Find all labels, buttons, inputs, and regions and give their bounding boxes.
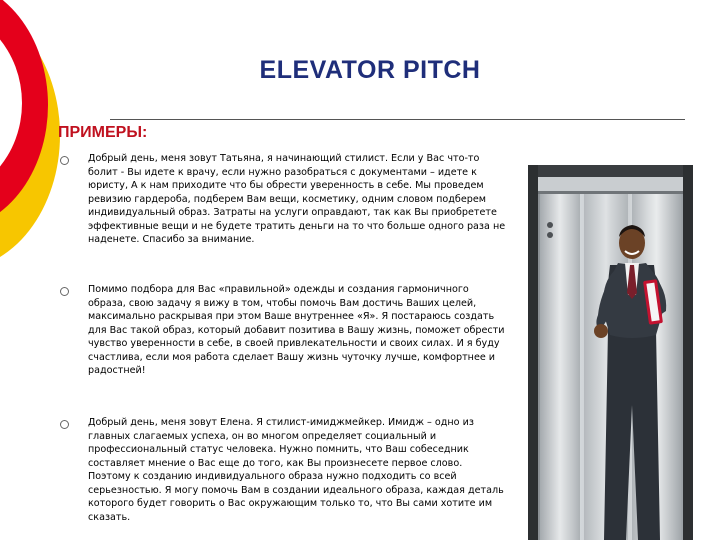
section-heading: ПРИМЕРЫ: bbox=[58, 124, 148, 141]
bullet-icon bbox=[60, 287, 69, 296]
example-text: Добрый день, меня зовут Елена. Я стилист-имиджмейкер. Имидж – одно из главных слагаемых успеха, он во многом определяет социальный и профессиональный статус человека. Нужно помнить, что Ваш собеседник составляет мнение о Вас еще до того, как Вы произнесете первое слово. Поэтому к созданию индивидуального образа нужно подходить со всей серьезностью. Я могу помочь Вам в создании идеального образа, каждая деталь которого будет говорить о Вас окружающим только то, что Вы сами хотите им сказать. bbox=[88, 417, 504, 523]
slide-title: ELEVATOR PITCH bbox=[259, 56, 481, 84]
example-text: Помимо подбора для Вас «правильной» одежды и создания гармоничного образа, свою задачу я вижу в том, чтобы помочь Вам достичь Ваших целей, максимально раскрывая при этом Ваше внутреннее «Я». Я постараюсь создать для Вас такой образ, который добавит позитива в Вашу жизнь, поможет обрести чувство уверенности в себе, в своей привлекательности и своих силах. И я буду счастлива, если моя работа сделает Вашу жизнь чуточку лучше, комфортнее и радостней! bbox=[88, 284, 505, 376]
example-text: Добрый день, меня зовут Татьяна, я начинающий стилист. Если у Вас что-то болит - Вы идете к врачу, если нужно разобраться с документами – идете к юристу, А к нам приходите что бы обрести уверенность в себе. Мы проведем ревизию гардероба, подберем Вам вещи, косметику, одним словом подберем индивидуальный образ. Затраты на услуги оправдают, так как Вы приобретете эффективные вещи и не будете тратить деньги на то что больше одного раза не наденете. Спасибо за внимание. bbox=[88, 153, 506, 245]
businessman-elevator-photo bbox=[528, 165, 693, 540]
bullet-icon bbox=[60, 420, 69, 429]
bullet-icon bbox=[60, 156, 69, 165]
title-divider bbox=[110, 119, 685, 120]
